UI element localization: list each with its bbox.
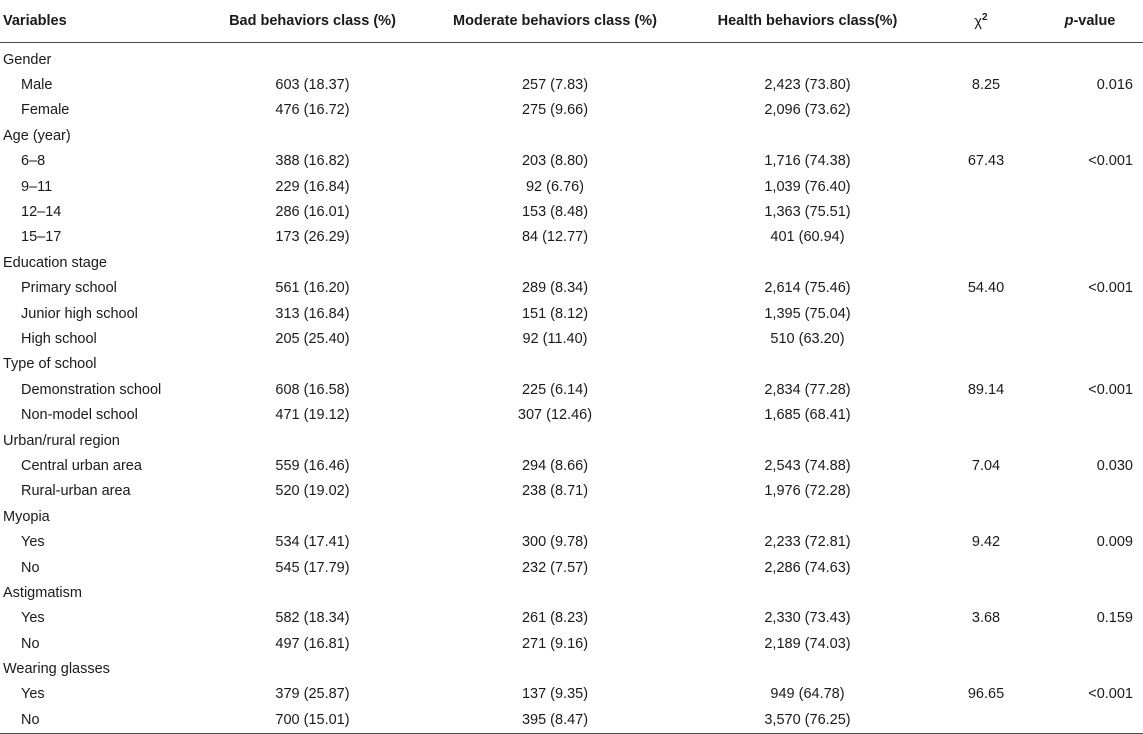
table-row <box>0 555 1143 580</box>
cell-bad: 173 (26.29) <box>275 229 350 246</box>
group-row <box>0 250 1143 275</box>
table-row <box>0 479 1143 504</box>
header-health: Health behaviors class(%) <box>690 0 925 43</box>
cell-chi-square: 67.43 <box>967 153 1005 170</box>
row-label: Junior high school <box>21 305 138 322</box>
header-p-value <box>1037 0 1143 43</box>
empty-cell <box>420 580 690 605</box>
table-header <box>0 0 1143 43</box>
table-row <box>0 631 1143 656</box>
cell-chi-square <box>925 225 1037 250</box>
cell-bad: 229 (16.84) <box>275 178 350 195</box>
cell-p-value <box>1037 402 1143 427</box>
table-row <box>0 276 1143 301</box>
table-row <box>0 453 1143 478</box>
cell-bad: 603 (18.37) <box>275 77 350 94</box>
table-row <box>0 529 1143 554</box>
cell-chi-square: 3.68 <box>971 610 1001 627</box>
cell-chi-square <box>925 326 1037 351</box>
row-label: Yes <box>21 534 45 551</box>
cell-moderate: 275 (9.66) <box>521 102 589 119</box>
cell-bad: 476 (16.72) <box>275 102 350 119</box>
cell-p-value <box>1037 555 1143 580</box>
header-bad: Bad behaviors class (%) <box>205 0 420 43</box>
cell-health: 949 (64.78) <box>770 686 845 703</box>
cell-moderate: 289 (8.34) <box>521 280 589 297</box>
empty-cell <box>925 43 1037 73</box>
cell-health: 2,233 (72.81) <box>764 534 851 551</box>
row-label: Primary school <box>21 280 117 297</box>
chi-symbol: χ <box>974 13 983 30</box>
empty-cell <box>205 428 420 453</box>
row-label: Central urban area <box>21 457 142 474</box>
group-row <box>0 43 1143 73</box>
cell-p-value <box>1037 301 1143 326</box>
cell-health: 2,423 (73.80) <box>764 77 851 94</box>
header-variables: Variables <box>0 0 205 43</box>
empty-cell <box>1037 250 1143 275</box>
cell-chi-square: 8.25 <box>971 77 1001 94</box>
empty-cell <box>420 504 690 529</box>
row-label: Non-model school <box>21 407 138 424</box>
cell-p-value: <0.001 <box>1088 153 1133 170</box>
row-label: Yes <box>21 686 45 703</box>
cell-bad: 471 (19.12) <box>275 407 350 424</box>
table-row <box>0 707 1143 733</box>
cell-chi-square <box>925 301 1037 326</box>
cell-chi-square <box>925 402 1037 427</box>
table-row <box>0 72 1143 97</box>
cell-p-value <box>1037 631 1143 656</box>
empty-cell <box>205 123 420 148</box>
p-rest: -value <box>1073 13 1116 29</box>
cell-health: 2,834 (77.28) <box>764 381 851 398</box>
group-label: Age (year) <box>3 127 71 144</box>
cell-p-value: <0.001 <box>1088 686 1133 703</box>
cell-chi-square <box>925 707 1037 733</box>
group-row <box>0 656 1143 681</box>
cell-moderate: 92 (11.40) <box>522 330 588 347</box>
empty-cell <box>925 123 1037 148</box>
cell-bad: 497 (16.81) <box>275 635 350 652</box>
cell-moderate: 92 (6.76) <box>525 178 585 195</box>
cell-p-value: 0.016 <box>1096 77 1133 94</box>
cell-moderate: 261 (8.23) <box>521 610 589 627</box>
row-label: Male <box>21 77 53 94</box>
cell-p-value <box>1037 174 1143 199</box>
empty-cell <box>205 580 420 605</box>
table-row <box>0 402 1143 427</box>
cell-p-value <box>1037 326 1143 351</box>
cell-bad: 559 (16.46) <box>275 457 350 474</box>
cell-moderate: 151 (8.12) <box>521 305 589 322</box>
empty-cell <box>690 656 925 681</box>
cell-bad: 561 (16.20) <box>275 280 350 297</box>
empty-cell <box>925 428 1037 453</box>
row-label: No <box>0 707 205 733</box>
cell-chi-square: 54.40 <box>967 280 1005 297</box>
row-label: 12–14 <box>21 204 62 221</box>
cell-chi-square: 7.04 <box>971 457 1001 474</box>
header-moderate: Moderate behaviors class (%) <box>420 0 690 43</box>
cell-health: 2,286 (74.63) <box>764 559 851 576</box>
cell-bad: 520 (19.02) <box>275 483 350 500</box>
cell-moderate: 84 (12.77) <box>521 229 589 246</box>
group-label: Gender <box>3 51 52 68</box>
p-italic: p <box>1064 13 1074 29</box>
cell-p-value <box>1037 199 1143 224</box>
empty-cell <box>1037 656 1143 681</box>
empty-cell <box>420 250 690 275</box>
cell-health: 1,363 (75.51) <box>764 204 851 221</box>
group-row <box>0 504 1143 529</box>
group-row <box>0 352 1143 377</box>
chi-superscript: 2 <box>982 12 988 24</box>
cell-chi-square: 89.14 <box>967 381 1005 398</box>
cell-moderate: 271 (9.16) <box>521 635 589 652</box>
cell-bad: 205 (25.40) <box>275 330 350 347</box>
cell-moderate: 238 (8.71) <box>521 483 589 500</box>
row-label: Rural-urban area <box>21 483 131 500</box>
empty-cell <box>690 43 925 73</box>
cell-health: 2,543 (74.88) <box>764 457 851 474</box>
cell-health: 510 (63.20) <box>770 330 845 347</box>
empty-cell <box>205 352 420 377</box>
empty-cell <box>690 428 925 453</box>
table-row <box>0 377 1143 402</box>
group-row <box>0 580 1143 605</box>
row-label: No <box>21 559 40 576</box>
cell-health: 2,614 (75.46) <box>764 280 851 297</box>
cell-chi-square <box>925 199 1037 224</box>
cell-chi-square: 9.42 <box>971 534 1001 551</box>
cell-health: 1,039 (76.40) <box>764 178 851 195</box>
header-chi-square <box>925 0 1037 43</box>
cell-bad: 379 (25.87) <box>275 686 350 703</box>
cell-chi-square: 96.65 <box>967 686 1005 703</box>
empty-cell <box>1037 352 1143 377</box>
empty-cell <box>1037 580 1143 605</box>
table-body <box>0 43 1143 734</box>
cell-bad: 313 (16.84) <box>275 305 350 322</box>
cell-moderate: 137 (9.35) <box>521 686 589 703</box>
group-label: Wearing glasses <box>3 661 110 678</box>
table-row <box>0 682 1143 707</box>
empty-cell <box>925 656 1037 681</box>
group-label: Astigmatism <box>3 584 82 601</box>
empty-cell <box>925 352 1037 377</box>
cell-moderate: 395 (8.47) <box>420 707 690 733</box>
cell-p-value <box>1037 707 1143 733</box>
empty-cell <box>690 504 925 529</box>
table-row <box>0 326 1143 351</box>
cell-p-value <box>1037 98 1143 123</box>
empty-cell <box>205 504 420 529</box>
cell-moderate: 257 (7.83) <box>521 77 589 94</box>
group-label: Urban/rural region <box>3 432 120 449</box>
group-row <box>0 123 1143 148</box>
empty-cell <box>690 352 925 377</box>
row-label: Demonstration school <box>21 381 162 398</box>
cell-p-value: <0.001 <box>1088 280 1133 297</box>
empty-cell <box>1037 504 1143 529</box>
row-label: Yes <box>21 610 45 627</box>
empty-cell <box>205 250 420 275</box>
cell-p-value <box>1037 479 1143 504</box>
cell-chi-square <box>925 98 1037 123</box>
cell-health: 2,096 (73.62) <box>764 102 851 119</box>
cell-chi-square <box>925 174 1037 199</box>
empty-cell <box>1037 43 1143 73</box>
cell-bad: 286 (16.01) <box>275 204 350 221</box>
table-row <box>0 199 1143 224</box>
group-label: Education stage <box>3 254 107 271</box>
empty-cell <box>420 43 690 73</box>
cell-health: 401 (60.94) <box>770 229 845 246</box>
cell-moderate: 294 (8.66) <box>521 457 589 474</box>
group-label: Myopia <box>3 508 50 525</box>
empty-cell <box>420 123 690 148</box>
empty-cell <box>690 250 925 275</box>
empty-cell <box>925 580 1037 605</box>
empty-cell <box>690 580 925 605</box>
cell-chi-square <box>925 479 1037 504</box>
empty-cell <box>420 656 690 681</box>
empty-cell <box>205 656 420 681</box>
table-row <box>0 98 1143 123</box>
cell-moderate: 307 (12.46) <box>517 407 593 424</box>
cell-health: 1,716 (74.38) <box>764 153 851 170</box>
cell-p-value: 0.159 <box>1096 610 1133 627</box>
cell-p-value: 0.030 <box>1096 457 1133 474</box>
table-row <box>0 149 1143 174</box>
cell-moderate: 232 (7.57) <box>521 559 589 576</box>
row-label: No <box>21 635 40 652</box>
empty-cell <box>420 352 690 377</box>
cell-health: 3,570 (76.25) <box>690 707 925 733</box>
cell-health: 2,189 (74.03) <box>764 635 851 652</box>
row-label: 6–8 <box>21 153 46 170</box>
cell-bad: 388 (16.82) <box>275 153 350 170</box>
cell-moderate: 300 (9.78) <box>521 534 589 551</box>
row-label: 9–11 <box>21 178 53 195</box>
cell-p-value: 0.009 <box>1096 534 1133 551</box>
cell-bad: 534 (17.41) <box>275 534 350 551</box>
empty-cell <box>1037 428 1143 453</box>
empty-cell <box>690 123 925 148</box>
empty-cell <box>420 428 690 453</box>
row-label: 15–17 <box>21 229 62 246</box>
empty-cell <box>1037 123 1143 148</box>
cell-p-value <box>1037 225 1143 250</box>
empty-cell <box>205 43 420 73</box>
row-label: Female <box>21 102 70 119</box>
cell-health: 1,976 (72.28) <box>764 483 851 500</box>
cell-bad: 545 (17.79) <box>275 559 350 576</box>
cell-moderate: 225 (6.14) <box>521 381 589 398</box>
cell-health: 2,330 (73.43) <box>764 610 851 627</box>
cell-bad: 608 (16.58) <box>275 381 350 398</box>
empty-cell <box>925 504 1037 529</box>
table-row <box>0 301 1143 326</box>
cell-bad: 582 (18.34) <box>275 610 350 627</box>
cell-p-value: <0.001 <box>1088 381 1133 398</box>
cell-chi-square <box>925 555 1037 580</box>
empty-cell <box>925 250 1037 275</box>
group-row <box>0 428 1143 453</box>
cell-moderate: 203 (8.80) <box>521 153 589 170</box>
cell-health: 1,395 (75.04) <box>764 305 851 322</box>
cell-health: 1,685 (68.41) <box>764 407 851 424</box>
cell-moderate: 153 (8.48) <box>521 204 589 221</box>
cell-bad: 700 (15.01) <box>205 707 420 733</box>
table-row <box>0 606 1143 631</box>
row-label: High school <box>21 330 97 347</box>
table-row <box>0 174 1143 199</box>
table-row <box>0 225 1143 250</box>
group-label: Type of school <box>3 356 97 373</box>
cell-chi-square <box>925 631 1037 656</box>
